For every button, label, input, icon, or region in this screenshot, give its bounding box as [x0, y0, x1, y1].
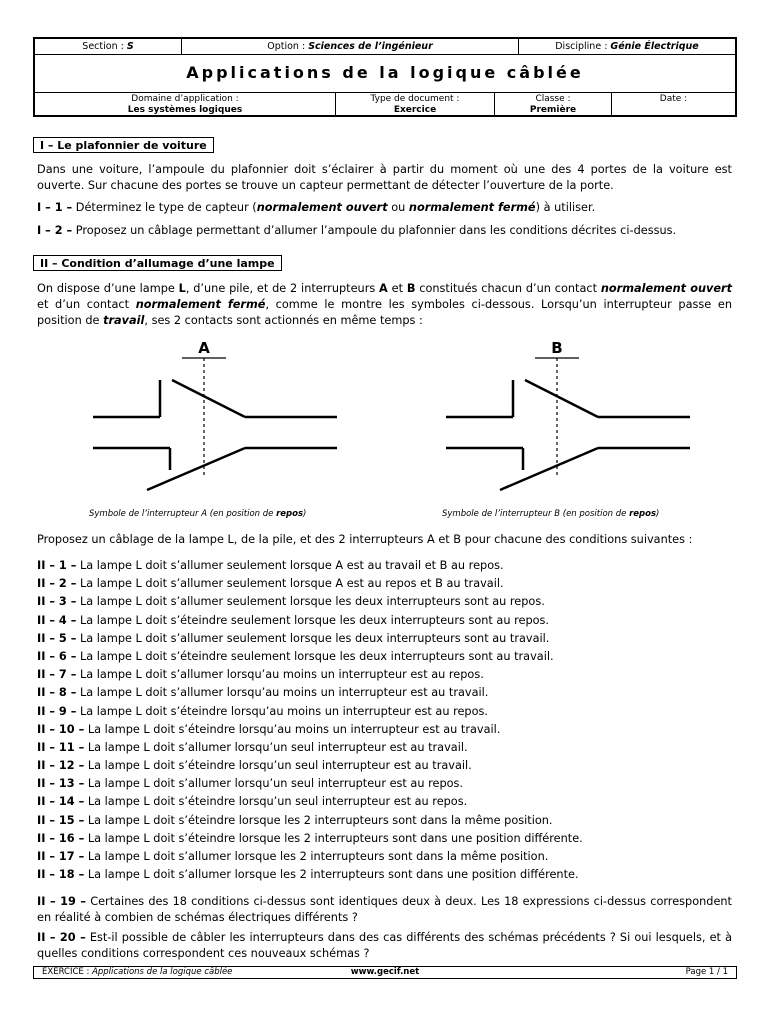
condition-text: La lampe L doit s’éteindre seulement lorsque les deux interrupteurs sont au travail. — [76, 649, 554, 663]
condition-text: La lampe L doit s’éteindre lorsqu’au moins un interrupteur est au repos. — [76, 704, 488, 718]
list-item — [37, 739, 737, 757]
intro-text: On dispose d’une lampe — [37, 282, 179, 295]
list-item — [37, 666, 737, 684]
classe-cell — [495, 93, 611, 117]
caption-bold: repos — [629, 509, 657, 519]
caption-switch-a — [89, 509, 306, 519]
question-number: I – 1 – — [37, 201, 73, 214]
question-number: II – 20 – — [37, 931, 86, 944]
section-2-intro — [37, 281, 732, 329]
section-1-heading: I – Le plafonnier de voiture — [33, 137, 214, 153]
condition-number: II – 8 – — [37, 686, 77, 700]
term-normally-closed: normalement fermé — [135, 298, 266, 311]
question-2-19 — [37, 894, 732, 926]
footer-page-number: Page 1 / 1 — [685, 967, 728, 977]
section-1-intro: Dans une voiture, l’ampoule du plafonnier doit s’éclairer à partir du moment où une des 4 portes de la voiture est ouverte. Sur chacune des portes se trouve un capteur permettant de détecter l’ouverture de la porte. — [37, 163, 732, 192]
list-item — [37, 684, 737, 702]
condition-number: II – 3 – — [37, 595, 77, 609]
condition-text: La lampe L doit s’allumer seulement lorsque les deux interrupteurs sont au travail. — [76, 631, 550, 645]
date-label: Date : — [659, 94, 688, 104]
intro-text: , d’une pile, et de 2 interrupteurs — [185, 282, 380, 295]
intro-text: et — [387, 282, 407, 295]
caption-text: ) — [303, 509, 307, 519]
list-item — [37, 612, 737, 630]
type-label: Type de document : — [370, 94, 460, 104]
list-item — [37, 830, 737, 848]
condition-number: II – 1 – — [37, 559, 77, 572]
term-lamp: L — [178, 282, 186, 295]
question-text: Proposez un câblage permettant d’allumer l’ampoule du plafonnier dans les conditions décrites ci-dessus. — [72, 224, 677, 237]
condition-number: II – 2 – — [37, 577, 77, 591]
condition-text: La lampe L doit s’éteindre lorsqu’un seul interrupteur est au repos. — [84, 795, 468, 809]
question-text: Déterminez le type de capteur ( — [72, 201, 257, 214]
term-normally-closed: normalement fermé — [408, 201, 536, 214]
type-value: Exercice — [393, 105, 437, 115]
condition-text: La lampe L doit s’allumer lorsqu’au moins un interrupteur est au repos. — [76, 668, 484, 682]
caption-switch-b — [442, 509, 659, 519]
condition-text: La lampe L doit s’éteindre lorsqu’au moins un interrupteur est au travail. — [84, 722, 501, 736]
switch-b-symbol — [438, 335, 698, 500]
condition-number: II – 7 – — [37, 668, 77, 682]
discipline-value: Génie Électrique — [610, 41, 699, 52]
conditions-list — [37, 557, 737, 884]
header-row-top — [35, 39, 735, 55]
list-item — [37, 648, 737, 666]
condition-text: La lampe L doit s’éteindre lorsque les 2 interrupteurs sont dans la même position. — [84, 813, 553, 827]
term-switch-b: B — [406, 282, 416, 295]
intro-text: , comme le montre les symboles ci-dessous. Lorsqu’un interrupteur passe en position de — [37, 298, 732, 327]
option-value: Sciences de l’ingénieur — [308, 41, 433, 52]
list-item — [37, 721, 737, 739]
condition-text: La lampe L doit s’allumer lorsque les 2 interrupteurs sont dans une position différente. — [84, 868, 579, 882]
switch-a-label: A — [198, 339, 210, 357]
section-label: Section : — [82, 41, 127, 52]
caption-text: Symbole de l’interrupteur B (en position de — [442, 509, 630, 519]
question-text: Est-il possible de câbler les interrupteurs dans des cas différents des schémas précédents ? Si oui lesquels, et à quelles conditions correspondent ces nouveaux schémas ? — [37, 931, 732, 960]
condition-text: La lampe L doit s’allumer seulement lorsque A est au travail et B au repos. — [76, 559, 504, 572]
switch-a-symbol — [85, 335, 345, 500]
term-normally-open: normalement ouvert — [256, 201, 388, 214]
condition-number: II – 12 – — [37, 759, 85, 773]
condition-text: La lampe L doit s’éteindre lorsqu’un seul interrupteur est au travail. — [84, 759, 472, 773]
footer-label: EXERCICE : — [42, 967, 93, 977]
page-footer — [33, 966, 737, 979]
condition-text: La lampe L doit s’allumer lorsque les 2 interrupteurs sont dans la même position. — [84, 850, 549, 863]
condition-number: II – 13 – — [37, 777, 85, 791]
condition-text: La lampe L doit s’allumer seulement lorsque A est au repos et B au travail. — [76, 577, 504, 591]
classe-label: Classe : — [535, 94, 571, 104]
question-number: I – 2 – — [37, 224, 73, 237]
type-cell — [336, 93, 494, 117]
discipline-label: Discipline : — [555, 41, 611, 52]
caption-text: Symbole de l’interrupteur A (en position de — [89, 509, 277, 519]
header-row-bottom — [35, 93, 735, 117]
condition-number: II – 6 – — [37, 649, 77, 663]
option-label: Option : — [267, 41, 309, 52]
question-text: Certaines des 18 conditions ci-dessus sont identiques deux à deux. Les 18 expressions ci-dessus correspondent en réalité à combien de schémas électriques différents ? — [37, 895, 732, 924]
question-number: II – 19 – — [37, 895, 87, 908]
condition-text: La lampe L doit s’allumer lorsqu’au moins un interrupteur est au travail. — [76, 686, 489, 700]
domaine-label: Domaine d’application : — [131, 94, 239, 104]
list-item — [37, 866, 737, 884]
condition-number: II – 4 – — [37, 613, 77, 627]
question-1-2 — [37, 223, 732, 239]
term-normally-open: normalement ouvert — [600, 282, 732, 295]
list-item — [37, 703, 737, 721]
list-item — [37, 775, 737, 793]
section-value: S — [126, 41, 134, 52]
intro-text: constitués chacun d’un contact — [415, 282, 601, 295]
caption-bold: repos — [276, 509, 304, 519]
section-2-heading: II – Condition d’allumage d’une lampe — [33, 255, 282, 271]
condition-number: II – 17 – — [37, 850, 85, 863]
condition-text: La lampe L doit s’éteindre lorsque les 2 interrupteurs sont dans une position différente. — [84, 831, 583, 845]
list-item — [37, 812, 737, 830]
switch-b-label: B — [551, 339, 563, 357]
intro-text: et d’un contact — [37, 298, 136, 311]
term-work-position: travail — [103, 314, 145, 327]
date-cell — [612, 93, 735, 117]
condition-number: II – 11 – — [37, 740, 85, 754]
list-item — [37, 793, 737, 811]
condition-text: La lampe L doit s’allumer seulement lorsque les deux interrupteurs sont au repos. — [76, 595, 545, 609]
condition-number: II – 16 – — [37, 831, 85, 845]
condition-text: La lampe L doit s’allumer lorsqu’un seul interrupteur est au repos. — [84, 777, 464, 791]
footer-website: www.gecif.net — [350, 967, 420, 977]
list-item — [37, 557, 737, 575]
list-item — [37, 848, 737, 866]
condition-text: La lampe L doit s’allumer lorsqu’un seul interrupteur est au travail. — [84, 740, 468, 754]
list-item — [37, 593, 737, 611]
question-1-1 — [37, 200, 732, 216]
condition-number: II – 5 – — [37, 631, 77, 645]
discipline-cell — [519, 39, 735, 54]
domaine-cell — [35, 93, 335, 117]
condition-number: II – 9 – — [37, 704, 77, 718]
condition-number: II – 18 – — [37, 868, 85, 882]
term-switch-a: A — [379, 282, 388, 295]
question-2-20 — [37, 930, 732, 962]
condition-number: II – 15 – — [37, 813, 85, 827]
section-cell — [35, 39, 181, 54]
list-item — [37, 757, 737, 775]
condition-number: II – 10 – — [37, 722, 85, 736]
domaine-value: Les systèmes logiques — [127, 105, 243, 115]
propose-text: Proposez un câblage de la lampe L, de la pile, et des 2 interrupteurs A et B pour chacune des conditions suivantes : — [37, 533, 693, 546]
caption-text: ) — [656, 509, 660, 519]
footer-title: Applications de la logique câblée — [92, 967, 233, 977]
list-item — [37, 575, 737, 593]
classe-value: Première — [529, 105, 577, 115]
list-item — [37, 630, 737, 648]
document-title: Applications de la logique câblée — [35, 54, 735, 93]
option-cell — [182, 39, 518, 54]
condition-text: La lampe L doit s’éteindre seulement lorsque les deux interrupteurs sont au repos. — [76, 613, 550, 627]
intro-text: , ses 2 contacts sont actionnés en même temps : — [144, 314, 423, 327]
condition-number: II – 14 – — [37, 795, 85, 809]
question-text: ou — [387, 201, 409, 214]
question-text: ) à utiliser. — [535, 201, 596, 214]
header-table — [33, 37, 737, 117]
